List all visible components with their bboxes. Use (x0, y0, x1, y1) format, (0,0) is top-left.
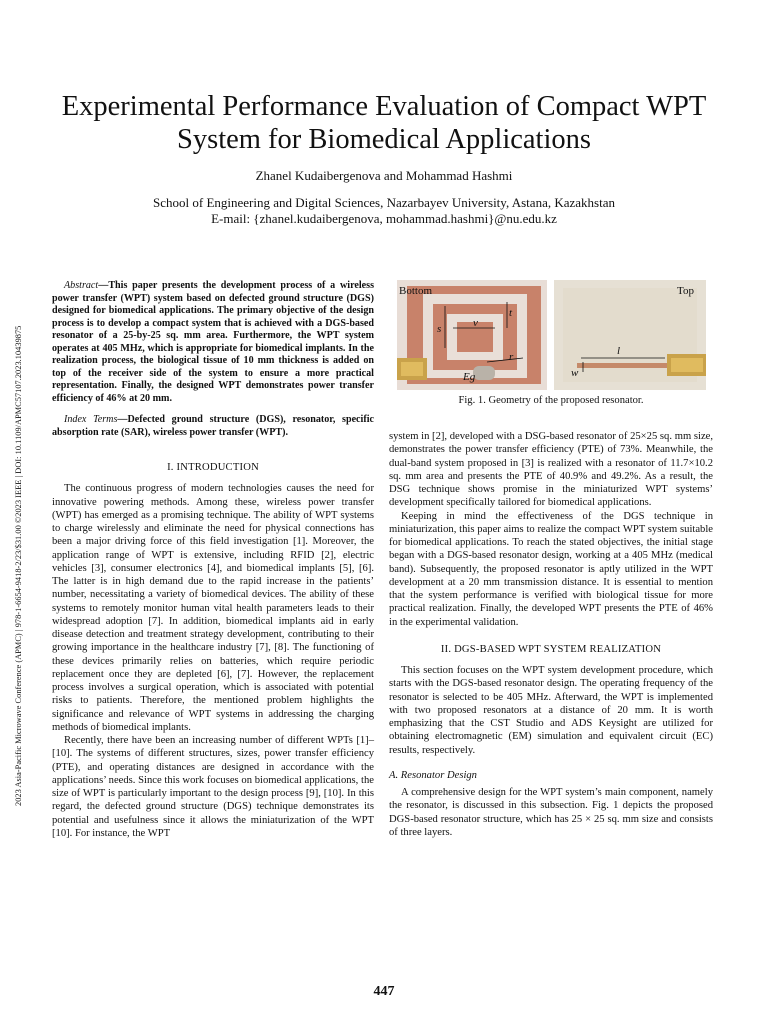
label-top: Top (677, 285, 694, 297)
bottom-component-icon (473, 366, 495, 380)
doi-sidebar (14, 236, 26, 806)
sym-l: l (617, 345, 621, 357)
sym-r: r (509, 351, 514, 363)
left-column (52, 280, 374, 840)
sym-w: w (571, 367, 579, 379)
subsection-a-heading: A. Resonator Design (389, 769, 477, 781)
affiliation: School of Engineering and Digital Sciences, Nazarbayev University, Astana, Kazakhstan (153, 195, 615, 210)
paper-title: Experimental Performance Evaluation of Compact WPT System for Biomedical Applications (61, 91, 707, 155)
authors: Zhanel Kudaibergenova and Mohammad Hashmi (255, 168, 513, 183)
doi-sidebar-text: 2023 Asia-Pacific Microwave Conference (APMC) | 978-1-6654-9418-2/23/$31.00 ©2023 IEEE | DOI: 10.1109/APMC57107.2023.10439875 (14, 325, 23, 806)
section-2-paragraph-1: This section focuses on the WPT system development procedure, which starts with the DGS-based resonator design. The operating frequency of the resonator is selected to be 405 MHz. Afterward, the WPT is implemented with two proposed resonators at a distance of 20 mm. It is worth emphasizing that the CST Studio and ADS Keysight are utilized for obtaining electromagnetic (EM) simulation and equivalent circuit (EC) results, respectively. (389, 665, 713, 756)
index-terms-text: —Defected ground structure (DGS), resonator, specific absorption rate (SAR), wireless power transfer (WPT). (52, 414, 374, 438)
abstract-text: —This paper presents the development process of a wireless power transfer (WPT) system based on defected ground structure (DGS) designed for biomedical applications. The primary objective of the design process is to develop a compact system that is achieved with a DGS-based resonator of a 25-by-25 sq. mm area. Furthermore, the WPT system operates at 405 MHz, which is appropriate for biomedical implants. In the realization process, the biological tissue of 10 mm thickness is added on top of the receiver side of the system to ensure a more practical representation. Finally, the designed WPT demonstrates power transfer efficiency of 46% at 20 mm. (52, 280, 374, 404)
right-paragraph-1: system in [2], developed with a DSG-based resonator of 25×25 sq. mm size, demonstrates the power transfer efficiency (PTE) of 73%. Meanwhile, the dual-band system proposed in [3] is realized with a resonator of 11.7×10.2 sq. mm area and presents the PTE of 40.9% and 49.2%. As a result, the DSG technique shows promise in the miniaturized WPT systems’ development specifically tailored for biomedical applications. (389, 431, 713, 509)
figure-1 (397, 280, 706, 390)
abstract-lead: Abstract (64, 280, 99, 291)
right-paragraph-2: Keeping in mind the effectiveness of the DGS technique in miniaturization, this paper aims to realize the compact WPT system suitable for biomedical applications. To reach the stated objectives, the initial stage began with a DGS-based resonator design, working at a 405 MHz (medical band). Subsequently, the proposed resonator is aptly utilized in the WPT development at a 20 mm transmission distance. It is essential to mention that the system performance is verified with biological tissue for more practical realization. Finally, the developed WPT presents the PTE of 46% in the experimental validation. (389, 510, 713, 628)
affiliation-block (0, 195, 768, 227)
intro-paragraph-1: The continuous progress of modern technologies causes the need for innovative powering methods. Among these, wireless power transfer (WPT) has emerged as a promising technique. The ability of WPT systems to charge wirelessly and eliminate the need for physical connections has been a major driving force of this field investigation [1]. Moreover, the application range of WPT is extensive, including RFID [2], electric vehicles [3], consumer electronics [4], and biomedical implants [5], [6]. The latter is in high demand due to the rapid increase in the patients’ number, necessitating a variety of biomedical devices. The ability of these systems to remotely monitor human vital health parameters leads to their widespread adoption [7]. In addition, biomedical implants aid in early disease detection and treatment strategy development, contributing to their growing importance in the healthcare industry [7], [8]. The functioning of these devices primarily relies on batteries, which require periodic replacement once they are depleted [6], [7]. However, the replacement process involves a surgical operation, which is associated with potential risks to patients. Therefore, the mentioned problem highlights the significance and relevance of WPT systems in addressing the charging methods of biomedical implants. (52, 483, 374, 733)
sym-v: v (473, 317, 478, 329)
label-bottom: Bottom (399, 285, 433, 297)
right-column (389, 430, 713, 839)
sym-eg: Eg (463, 371, 476, 383)
figure-1-caption: Fig. 1. Geometry of the proposed resonator. (458, 395, 644, 406)
intro-paragraph-2: Recently, there have been an increasing number of different WPTs [1]–[10]. The systems of different structures, sizes, power transfer efficiency (PTE), and operating distances are designed in accordance with the applications’ needs. Since this work focuses on biomedical applications, the size of WPT is particularly important to the design process [9], [10]. In this regard, the defected ground structure (DGS) technique demonstrates its potential and usefulness since it allows the miniaturization of the WPT [10]. For instance, the WPT (52, 735, 374, 839)
index-terms-lead: Index Terms (64, 414, 118, 425)
index-terms (52, 414, 374, 439)
section-1-heading: I. INTRODUCTION (167, 462, 259, 473)
subsection-a-paragraph-1: A comprehensive design for the WPT system’s main component, namely the resonator, is discussed in this subsection. Fig. 1 depicts the proposed DGS-based resonator structure, which has 25 × 25 sq. mm size and consists of three layers. (389, 787, 713, 838)
email: E-mail: {zhanel.kudaibergenova, mohammad.hashmi}@nu.edu.kz (211, 211, 557, 226)
resonator-figure-svg (397, 280, 706, 390)
sym-s: s (437, 323, 442, 335)
page-number: 447 (373, 984, 395, 999)
sym-t: t (509, 307, 513, 319)
abstract (52, 280, 374, 405)
section-2-heading: II. DGS-BASED WPT SYSTEM REALIZATION (440, 643, 662, 655)
